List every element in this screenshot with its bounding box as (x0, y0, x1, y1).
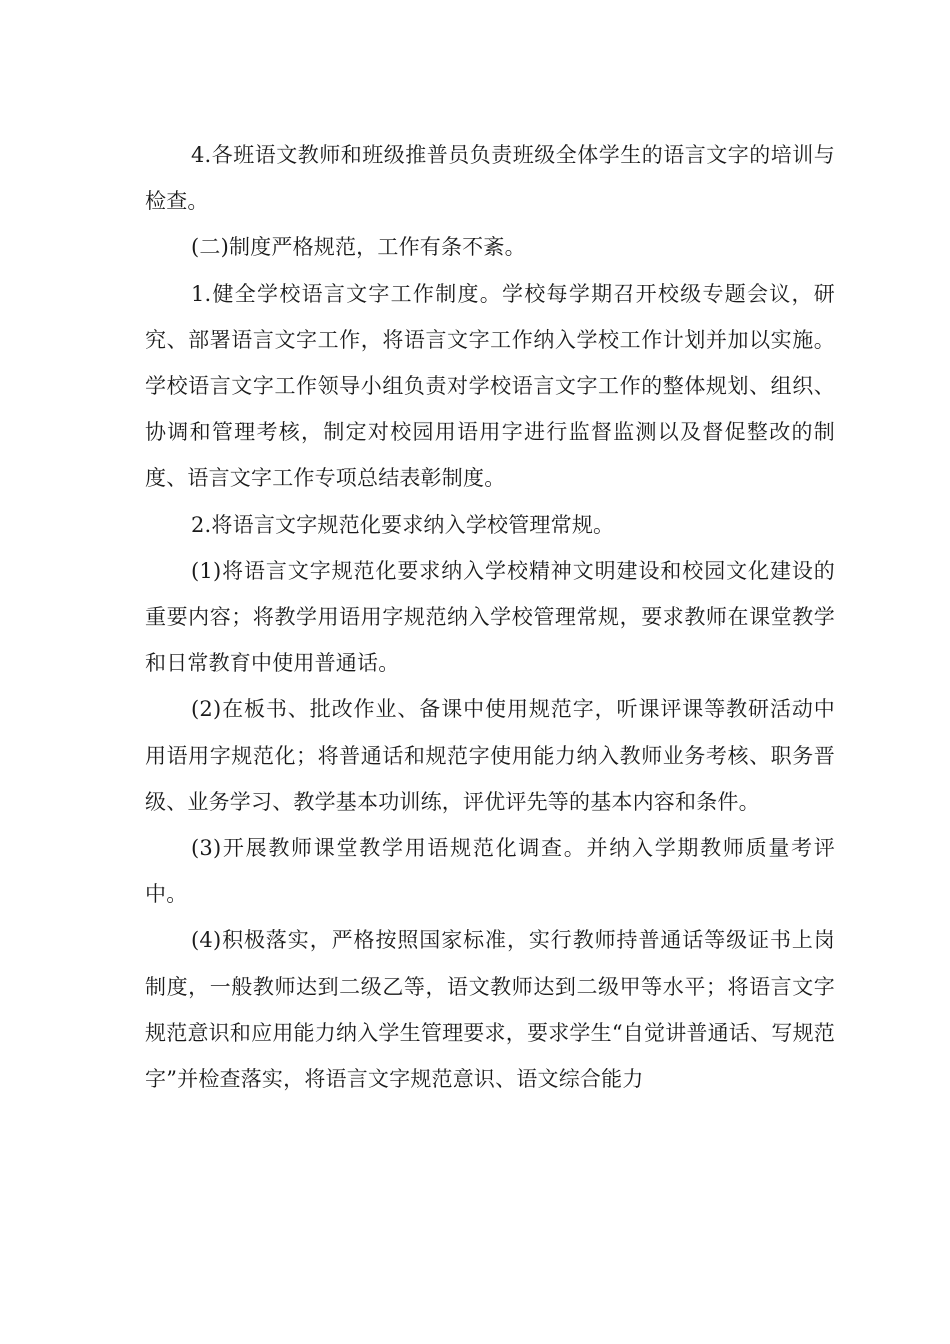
paragraph-item-2: (2)在板书、批改作业、备课中使用规范字，听课评课等教研活动中用语用字规范化；将普通话和规范字使用能力纳入教师业务考核、职务晋级、业务学习、教学基本功训练，评优评先等的基本内容和条件。 (145, 697, 835, 814)
paragraph-work-system: 1.健全学校语言文字工作制度。学校每学期召开校级专题会议，研究、部署语言文字工作，将语言文字工作纳入学校工作计划并加以实施。学校语言文字工作领导小组负责对学校语言文字工作的整体规划、组织、协调和管理考核，制定对校园用语用字进行监督监测以及督促整改的制度、语言文字工作专项总结表彰制度。 (145, 281, 835, 491)
paragraph-section-heading: (二)制度严格规范，工作有条不紊。 (191, 235, 526, 260)
paragraph-item-4: (4)积极落实，严格按照国家标准，实行教师持普通话等级证书上岗制度，一般教师达到二级乙等，语文教师达到二级甲等水平；将语言文字规范意识和应用能力纳入学生管理要求，要求学生“自觉讲普通话、写规范字”并检查落实，将语言文字规范意识、语文综合能力 (145, 928, 835, 1092)
document-body (145, 132, 835, 1102)
paragraph-management-routine: 2.将语言文字规范化要求纳入学校管理常规。 (191, 512, 615, 537)
paragraph-teacher-training: 4.各班语文教师和班级推普员负责班级全体学生的语言文字的培训与检查。 (145, 143, 835, 214)
paragraph-item-3: (3)开展教师课堂教学用语规范化调查。并纳入学期教师质量考评中。 (145, 836, 835, 907)
paragraph-item-1: (1)将语言文字规范化要求纳入学校精神文明建设和校园文化建设的重要内容；将教学用语用字规范纳入学校管理常规，要求教师在课堂教学和日常教育中使用普通话。 (145, 558, 835, 676)
